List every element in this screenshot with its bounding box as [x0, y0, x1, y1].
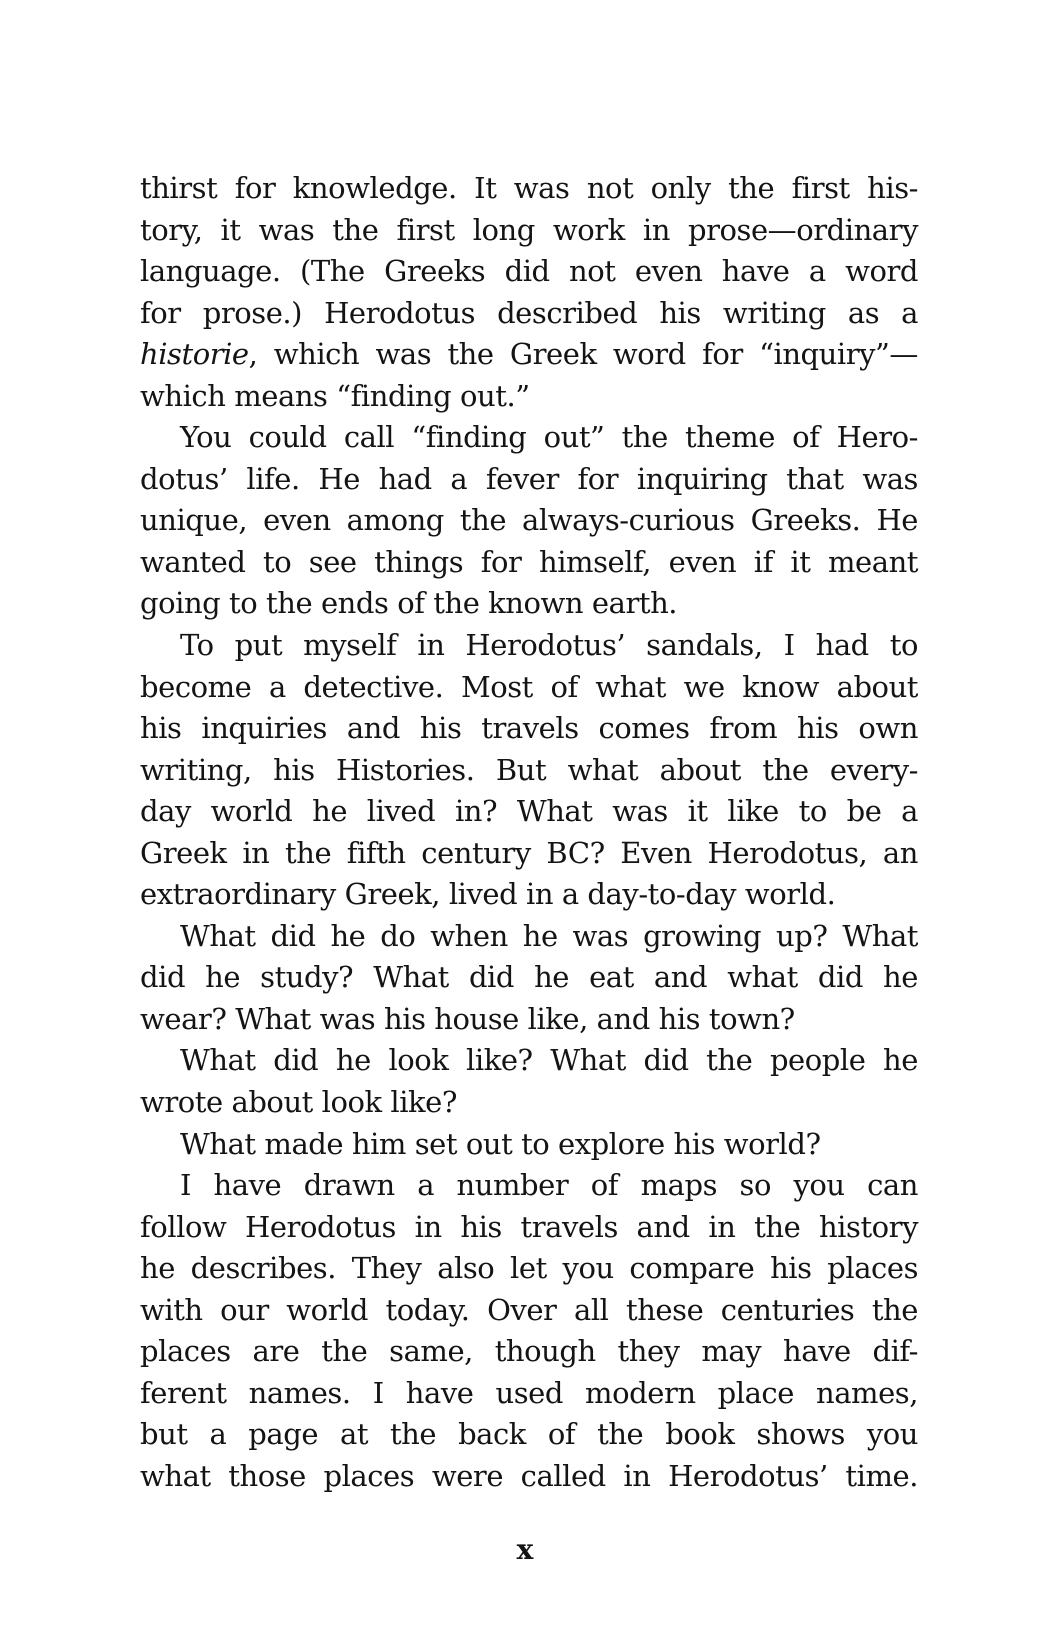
line-text: ferent names. I have used modern place names, [140, 1375, 918, 1410]
text-line [140, 1414, 918, 1456]
page-number: x [516, 1533, 534, 1566]
paragraph [140, 168, 918, 417]
body-text [140, 168, 918, 1498]
line-text: I have drawn a number of maps so you can [180, 1168, 918, 1203]
paragraph [140, 1124, 918, 1166]
line-text: wrote about look like? [140, 1085, 457, 1120]
paragraph [140, 1040, 918, 1123]
paragraph [140, 1165, 918, 1497]
text-line [140, 750, 918, 792]
text-line [140, 1331, 918, 1373]
line-text: his inquiries and his travels comes from his own [140, 711, 918, 746]
line-text: for prose.) Herodotus described his writing as a [140, 295, 918, 330]
text-line [140, 957, 918, 999]
text-line [140, 542, 918, 584]
text-line [140, 916, 918, 958]
line-text: but a page at the back of the book shows you [140, 1417, 918, 1452]
text-line [140, 1290, 918, 1332]
text-line [140, 1248, 918, 1290]
line-text: To put myself in Herodotus’ sandals, I had to [180, 628, 918, 663]
line-text: thirst for knowledge. It was not only the first his- [140, 171, 918, 205]
line-text: become a detective. Most of what we know about [140, 669, 918, 704]
line-text: going to the ends of the known earth. [140, 586, 678, 621]
text-line [140, 1373, 918, 1415]
text-line [140, 708, 918, 750]
line-text: extraordinary Greek, lived in a day-to-day world. [140, 877, 836, 912]
text-line [140, 874, 918, 916]
text-line [140, 210, 918, 252]
line-text: unique, even among the always-curious Greeks. He [140, 503, 918, 538]
text-line [140, 168, 918, 210]
line-text: wear? What was his house like, and his town? [140, 1001, 795, 1036]
line-text: You could call “finding out” the theme of Hero- [180, 420, 918, 455]
text-line [140, 583, 918, 625]
line-text: with our world today. Over all these centuries the [140, 1292, 918, 1327]
paragraph [140, 916, 918, 1041]
text-line [140, 791, 918, 833]
line-text: writing, his Histories. But what about the every- [140, 752, 918, 787]
line-text: did he study? What did he eat and what did he [140, 960, 918, 995]
italic-term: historie [140, 337, 249, 372]
paragraph [140, 625, 918, 916]
line-text: what those places were called in Herodotus’ time. [140, 1458, 918, 1493]
text-line [140, 1082, 918, 1124]
text-line [140, 500, 918, 542]
line-text: he describes. They also let you compare his places [140, 1251, 918, 1286]
line-text: What did he look like? What did the people he [180, 1043, 918, 1078]
line-text: which means “finding out.” [140, 378, 530, 413]
text-line [140, 251, 918, 293]
line-text: places are the same, though they may have dif- [140, 1334, 918, 1369]
text-line [140, 1456, 918, 1498]
line-text: day world he lived in? What was it like to be a [140, 794, 918, 829]
line-text: , which was the Greek word for “inquiry”— [248, 337, 918, 372]
text-line [140, 459, 918, 501]
text-line [140, 999, 918, 1041]
line-text: follow Herodotus in his travels and in the history [140, 1209, 918, 1244]
paragraph [140, 417, 918, 625]
line-text: tory, it was the first long work in prose—ordinary [140, 212, 918, 247]
text-line [140, 334, 918, 376]
text-line [140, 376, 918, 418]
line-text: wanted to see things for himself, even if it meant [140, 544, 918, 579]
line-text: language. (The Greeks did not even have a word [140, 254, 918, 289]
text-line [140, 833, 918, 875]
line-text: Greek in the fifth century BC? Even Herodotus, an [140, 835, 918, 870]
text-line [140, 1124, 918, 1166]
text-line [140, 1165, 918, 1207]
text-line [140, 667, 918, 709]
text-line [140, 293, 918, 335]
line-text: What made him set out to explore his world? [180, 1126, 821, 1161]
text-line [140, 1207, 918, 1249]
text-line [140, 417, 918, 459]
line-text: What did he do when he was growing up? What [180, 918, 918, 953]
line-text: dotus’ life. He had a fever for inquiring that was [140, 461, 918, 496]
text-line [140, 625, 918, 667]
text-line [140, 1040, 918, 1082]
